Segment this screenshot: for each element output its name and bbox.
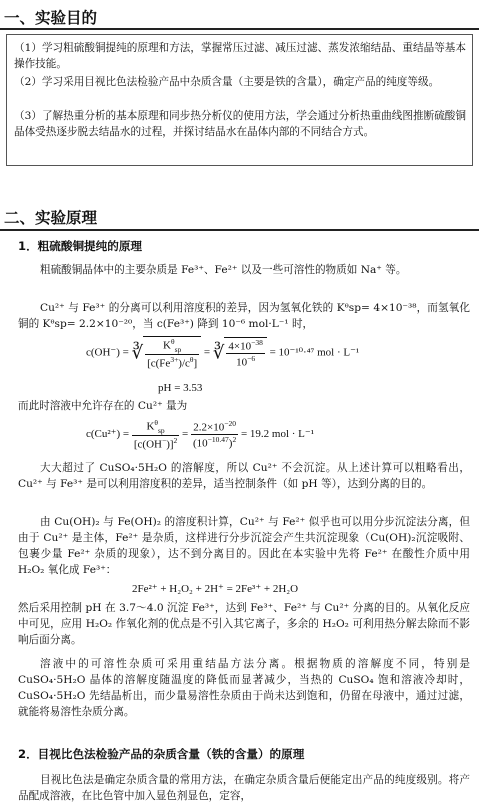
equation-oh-concentration: c(OH⁻) = ∛ $\frac{K^\theta_{sp}}{[c(Fe^{3+})/c^\theta]}$ = ∛ $\frac{4\times 10^{-38}}{10^{-6}}$ = 10⁻¹⁰·⁴⁷ mol · L⁻¹ — [86, 337, 360, 370]
section-1-title: 一、实验目的 — [4, 9, 98, 27]
eq2-lhs: c(Cu²⁺) = — [86, 427, 130, 440]
eq2-result: = 19.2 mol · L⁻¹ — [240, 427, 315, 440]
section-1-rule — [0, 28, 479, 30]
para-recrystallization: 溶液中的可溶性杂质可采用重结晶方法分离。根据物质的溶解度不同，特别是 CuSO₄·5H₂O 晶体的溶解度随温度的降低而显著减少，当热的 CuSO₄ 饱和溶液冷却时，CuSO₄·5H₂O 先结晶析出，而少量易溶性杂质由于尚未达到饱和，仍留在母液中，通过过滤，就能将易溶性杂质分离。 — [18, 658, 470, 718]
para-colorimetry: 目视比色法是确定杂质含量的常用方法，在确定杂质含量后便能定出产品的纯度级别。将产品配成溶液，在比色管中加入显色剂显色，定容， — [18, 774, 470, 802]
eq2-frac-1: $\frac{K^\theta_{sp}}{[c(OH^-)]^2}$ — [133, 418, 178, 451]
objective-item-2: （2）学习采用目视比色法检验产品中杂质含量（主要是铁的含量），确定产品的纯度等级。 — [14, 76, 440, 88]
para-coprecipitation: 由 Cu(OH)₂ 与 Fe(OH)₂ 的溶度积计算，Cu²⁺ 与 Fe²⁺ 似乎也可以用分步沉淀法分离，但由于 Cu²⁺ 是主体，Fe²⁺ 是杂质，这样进行分步沉淀会产生共沉淀现象（Cu(OH)₂沉淀吸附、包裹少量 Fe²⁺ 杂质的现象），达不到分离目的。因此在本实验中先将 Fe²⁺ 在酸性介质中用 H₂O₂ 氧化成 Fe³⁺： — [18, 516, 470, 576]
para-allowed-cu: 而此时溶液中允许存在的 Cu²⁺ 量为 — [18, 400, 188, 412]
cube-root-symbol: ∛ — [131, 342, 144, 363]
para-ph-control: 然后采用控制 pH 在 3.7～4.0 沉淀 Fe³⁺，达到 Fe³⁺、Fe²⁺ 与 Cu²⁺ 分离的目的。从氧化反应中可见，应用 H₂O₂ 作氧化剂的优点是不引入其它离子，多余的 H₂O₂ 可利用热分解去除而不影响后面分离。 — [18, 602, 470, 646]
subsection-1-title: 1．粗硫酸铜提纯的原理 — [18, 239, 143, 253]
equation-oxidation: 2Fe²⁺ + H₂O₂ + 2H⁺ = 2Fe³⁺ + 2H₂O — [132, 583, 299, 595]
objective-item-1: （1）学习粗硫酸铜提纯的原理和方法，掌握常压过滤、减压过滤、蒸发浓缩结晶、重结晶等基本操作技能。 — [14, 42, 466, 70]
cube-root-symbol-2: ∛ — [212, 342, 225, 363]
para-solubility-product: Cu²⁺ 与 Fe³⁺ 的分离可以利用溶度积的差异，因为氢氧化铁的 Kᶿsp= 4×10⁻³⁸，而氢氧化铜的 Kᶿsp= 2.2×10⁻²⁰，当 c(Fe³⁺) 降到 10⁻⁶ mol·L⁻¹ 时， — [18, 302, 470, 330]
equation-ph: pH = 3.53 — [158, 382, 203, 394]
eq1-radicand-2: $\frac{4\times 10^{-38}}{10^{-6}}$ — [224, 337, 266, 368]
eq1-result: = 10⁻¹⁰·⁴⁷ mol · L⁻¹ — [269, 346, 360, 359]
eq1-lhs: c(OH⁻) = — [86, 346, 129, 359]
section-2-rule — [0, 229, 479, 231]
para-conclusion: 大大超过了 CuSO₄·5H₂O 的溶解度，所以 Cu²⁺ 不会沉淀。从上述计算可以粗略看出，Cu²⁺ 与 Fe³⁺ 是可以利用溶度积的差异，适当控制条件（如 pH 等），达到分离的目的。 — [18, 462, 470, 490]
section-2-title: 二、实验原理 — [4, 209, 98, 227]
equation-cu-concentration: c(Cu²⁺) = $\frac{K^\theta_{sp}}{[c(OH^-)]^2}$ = $\frac{2.2\times 10^{-20}}{(10^{-10.47})^2}$ = 19.2 mol · L⁻¹ — [86, 418, 315, 451]
subsection-2-title: 2．目视比色法检验产品的杂质含量（铁的含量）的原理 — [18, 747, 305, 761]
para-impurities: 粗硫酸铜晶体中的主要杂质是 Fe³⁺、Fe²⁺ 以及一些可溶性的物质如 Na⁺ 等。 — [40, 264, 407, 276]
objective-item-3: （3）了解热重分析的基本原理和同步热分析仪的使用方法，学会通过分析热重曲线图推断硫酸铜晶体受热逐步脱去结晶水的过程，并探讨结晶水在晶体内部的不同结合方式。 — [14, 110, 466, 138]
eq2-frac-2: $\frac{2.2\times 10^{-20}}{(10^{-10.47})^2}$ — [193, 419, 237, 450]
eq1-radicand-1: $\frac{K^\theta_{sp}}{[c(Fe^{3+})/c^\theta]}$ — [143, 336, 201, 370]
